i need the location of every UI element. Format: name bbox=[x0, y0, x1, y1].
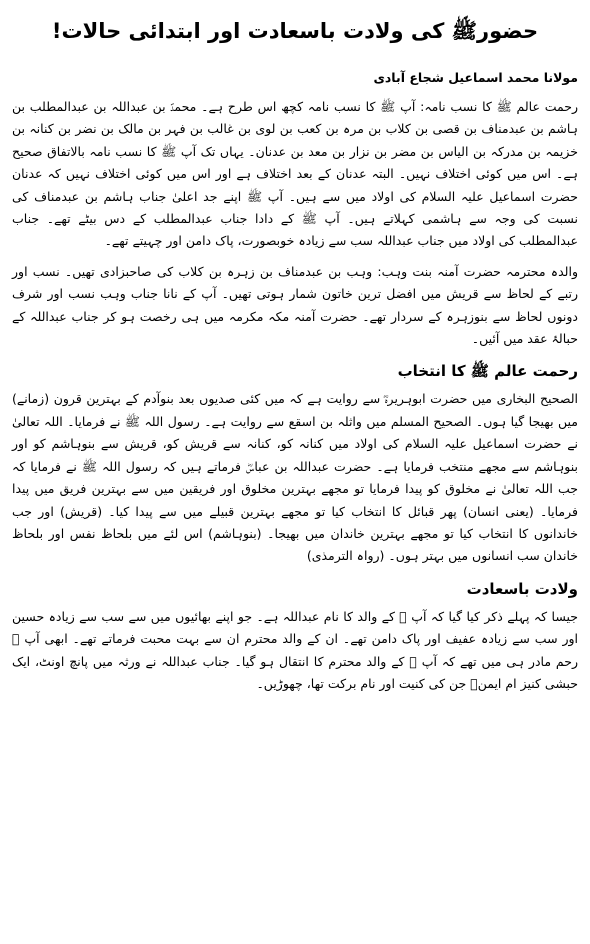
paragraph-mother: والدہ محترمہ حضرت آمنہ بنت وہب: وہب بن عبدمناف بن زہرہ بن کلاب کی صاحبزادی تھیں۔ نسب اور رتبے کے لحاظ سے قریش میں افضل ترین خاتون شمار ہوتی تھیں۔ آپ کے نانا جناب وہب نسب اور شرف دونوں لحاظ سے بنوزہرہ کے سردار تھے۔ حضرت آمنہ مکہ مکرمہ میں ہی رخصت ہو کر جناب عبداللہ کے حبالۂ عقد میں آئیں۔ bbox=[12, 263, 578, 347]
spacer bbox=[12, 88, 578, 96]
section-heading-birth: ولادت باسعادت bbox=[466, 579, 578, 598]
paragraph-selection: الصحیح البخاری میں حضرت ابوہریرہؓ سے روایت ہے کہ میں کئی صدیوں بعد بنوآدم کے بہترین قرون (زمانے) میں بھیجا گیا ہوں۔ الصحیح المسلم میں واثلہ بن اسقع سے روایت ہے۔ رسول اللہ ﷺ نے فرمایا۔ اللہ تعالیٰ نے حضرت اسماعیل علیہ السلام کی اولاد میں کنانہ کو، کنانہ سے قریش کو، قریش سے بنوہاشم کو اور بنوہاشم سے مجھے منتخب فرمایا ہے۔ حضرت عبداللہ بن عباسؓ فرماتے ہیں کہ رسول اللہ ﷺ نے فرمایا کہ جب اللہ تعالیٰ نے مخلوق کو پیدا فرمایا تو مجھے بہترین مخلوق اور فریقین میں سے بہترین فریق میں پیدا فرمایا۔ (یعنی انسان) پھر قبائل کا انتخاب کیا تو مجھے بہترین قبیلے میں سے پیدا کیا۔ (قریش) اور جب خاندانوں کا انتخاب کیا تو مجھے بہترین خاندان میں بھیجا۔ (بنوہاشم) اس لئے میں بلحاظ نفس اور بلحاظ خاندان سب انسانوں میں بہتر ہوں۔ (رواہ الترمذی) bbox=[12, 391, 578, 564]
page-title: حضورﷺ کی ولادت باسعادت اور ابتدائی حالات! bbox=[51, 19, 539, 43]
paragraph-lineage: رحمت عالم ﷺ کا نسب نامہ: آپ ﷺ کا نسب نامہ کچھ اس طرح ہے۔ محمدؐ بن عبداللہ بن عبدالمطلب بن ہاشم بن عبدمناف بن قصی بن کلاب بن مرہ بن کعب بن لوی بن غالب بن فہر بن مالک بن نضر بن کنانہ بن خزیمہ بن مدرکہ بن الیاس بن مضر بن نزار بن معد بن عدنان۔ یہاں تک آپ ﷺ کا نسب نامہ بالاتفاق صحیح ہے۔ اس میں کوئی اختلاف نہیں۔ البتہ عدنان کے بعد اختلاف ہے اور اس میں کوئی اختلاف نہیں کہ عدنان حضرت اسماعیل علیہ السلام کی اولاد میں سے ہیں۔ آپ ﷺ اپنے جد اعلیٰ جناب ہاشم بن عبدمناف کی نسبت کی وجہ سے ہاشمی کہلاتے ہیں۔ آپ ﷺ کے دادا جناب عبدالمطلب کے دس بیٹے تھے۔ جناب عبدالمطلب کی اولاد میں جناب عبداللہ سب سے زیادہ خوبصورت، پاک دامن اور چہیتے تھے۔ bbox=[12, 99, 578, 249]
section-heading-selection: رحمت عالم ﷺ کا انتخاب bbox=[397, 362, 578, 381]
author-name: مولانا محمد اسماعیل شجاع آبادی bbox=[373, 70, 578, 85]
spacer bbox=[12, 253, 578, 261]
paragraph-birth: جیسا کہ پہلے ذکر کیا گیا کہ آپ ﷺ کے والد کا نام عبداللہ ہے۔ جو اپنے بھائیوں میں سے سب سے زیادہ حسین اور سب سے زیادہ عفیف اور پاک دامن تھے۔ ان کے والد محترم ان سے بہت محبت فرماتے تھے۔ ابھی آپ ﷺ رحم مادر ہی میں تھے کہ آپ ﷺ کے والد محترم کا انتقال ہو گیا۔ جناب عبداللہ نے ورثہ میں پانچ اونٹ، ایک حبشی کنیز ام ایمنؓ جن کی کنیت اور نام برکت تھا، چھوڑیں۔ bbox=[12, 608, 578, 691]
